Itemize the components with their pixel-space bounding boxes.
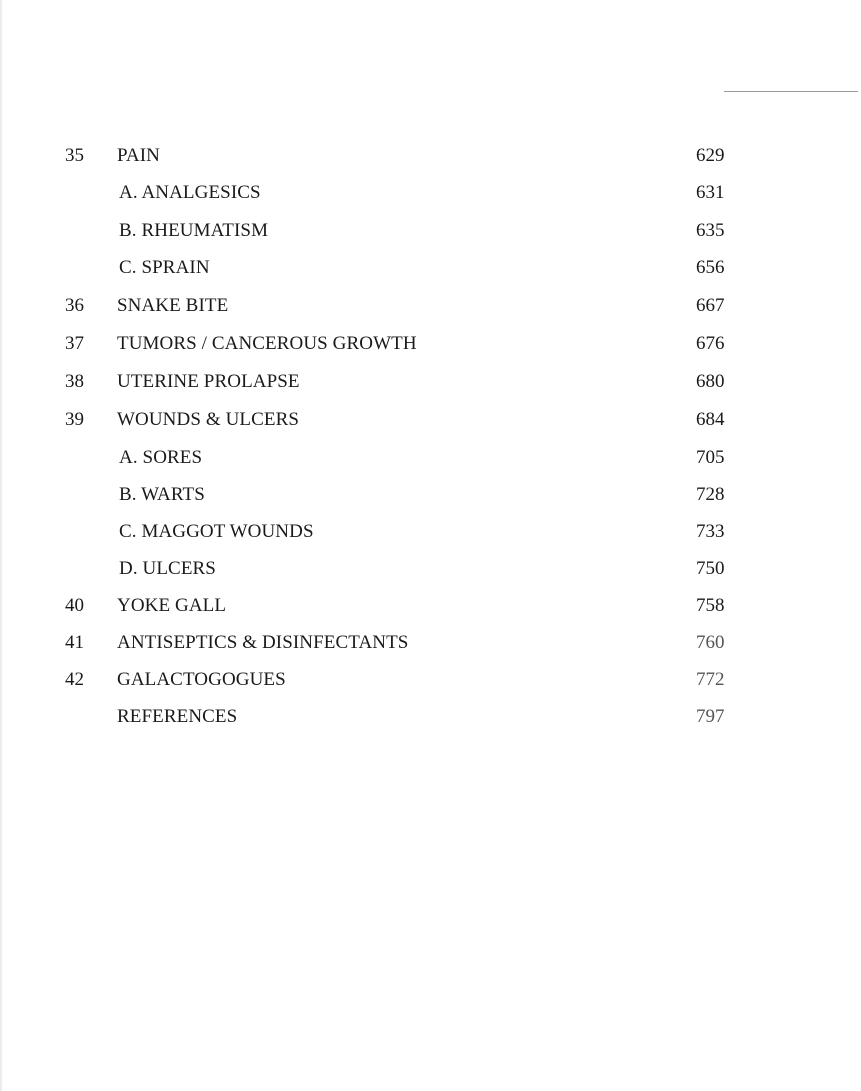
toc-entry	[0, 520, 861, 544]
entry-title: A. SORES	[119, 447, 203, 468]
page-number: 629	[696, 145, 725, 166]
entry-title: REFERENCES	[117, 706, 238, 727]
entry-title: B. WARTS	[119, 484, 205, 505]
page-number: 680	[696, 371, 725, 392]
toc-entry	[0, 668, 861, 692]
page-number: 760	[696, 632, 725, 653]
toc-entry	[0, 631, 861, 655]
toc-entry	[0, 483, 861, 507]
page-number: 656	[696, 257, 725, 278]
page-number: 728	[696, 484, 725, 505]
toc-entry	[0, 370, 861, 394]
entry-title: GALACTOGOGUES	[117, 669, 286, 690]
header-rule	[724, 91, 858, 92]
chapter-number: 42	[65, 669, 84, 690]
toc-entry	[0, 446, 861, 470]
page-number: 797	[696, 706, 725, 727]
entry-title: TUMORS / CANCEROUS GROWTH	[117, 333, 417, 354]
toc-entry	[0, 332, 861, 356]
page-number: 631	[696, 182, 725, 203]
toc-entry	[0, 705, 861, 729]
entry-title: C. MAGGOT WOUNDS	[119, 521, 314, 542]
chapter-number: 36	[65, 295, 84, 316]
toc-entry	[0, 256, 861, 280]
page-number: 676	[696, 333, 725, 354]
toc-entry	[0, 557, 861, 581]
toc-entry	[0, 294, 861, 318]
chapter-number: 38	[65, 371, 84, 392]
page-number: 758	[696, 595, 725, 616]
entry-title: YOKE GALL	[117, 595, 227, 616]
entry-title: B. RHEUMATISM	[119, 220, 269, 241]
toc-entry	[0, 408, 861, 432]
page-number: 635	[696, 220, 725, 241]
chapter-number: 39	[65, 409, 84, 430]
toc-entry	[0, 219, 861, 243]
chapter-number: 41	[65, 632, 84, 653]
page-number: 667	[696, 295, 725, 316]
page-number: 733	[696, 521, 725, 542]
entry-title: UTERINE PROLAPSE	[117, 371, 300, 392]
chapter-number: 35	[65, 145, 84, 166]
entry-title: SNAKE BITE	[117, 295, 229, 316]
page-number: 684	[696, 409, 725, 430]
chapter-number: 40	[65, 595, 84, 616]
page-number: 772	[696, 669, 725, 690]
toc-entry	[0, 144, 861, 168]
entry-title: C. SPRAIN	[119, 257, 210, 278]
toc-entry	[0, 181, 861, 205]
page-number: 750	[696, 558, 725, 579]
page-number: 705	[696, 447, 725, 468]
toc-entry	[0, 594, 861, 618]
chapter-number: 37	[65, 333, 84, 354]
entry-title: ANTISEPTICS & DISINFECTANTS	[117, 632, 409, 653]
entry-title: A. ANALGESICS	[119, 182, 261, 203]
entry-title: WOUNDS & ULCERS	[117, 409, 300, 430]
entry-title: D. ULCERS	[119, 558, 216, 579]
entry-title: PAIN	[117, 145, 160, 166]
